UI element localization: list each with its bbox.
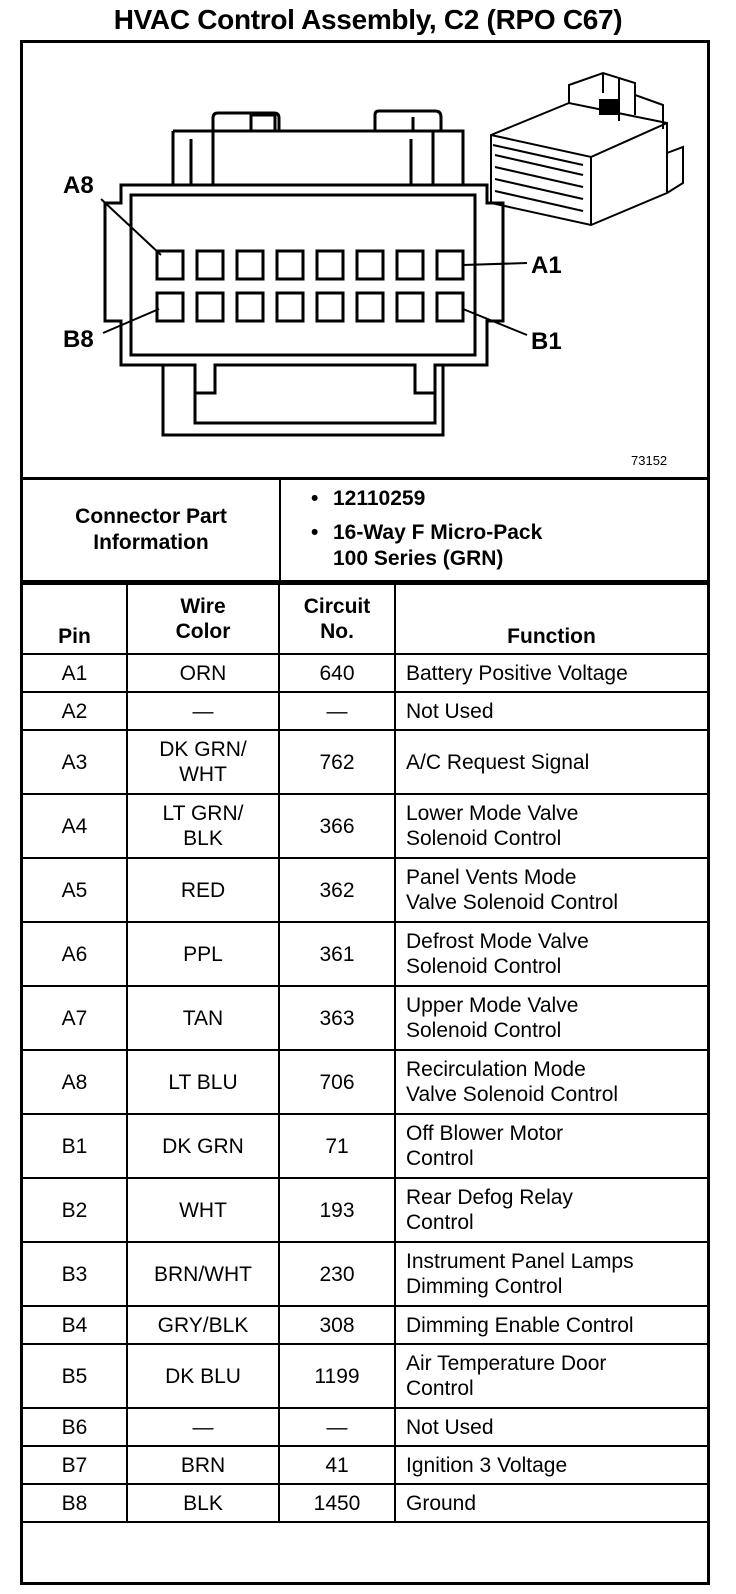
circuit-cell: 366 bbox=[279, 794, 395, 858]
pin-cell: B5 bbox=[23, 1344, 127, 1408]
table-row bbox=[23, 858, 707, 922]
wire-color-cell: TAN bbox=[127, 986, 279, 1050]
circuit-cell: — bbox=[279, 1408, 395, 1446]
connector-info-heading-line2: Information bbox=[93, 531, 209, 554]
page-title: HVAC Control Assembly, C2 (RPO C67) bbox=[113, 4, 623, 35]
circuit-cell: 640 bbox=[279, 654, 395, 692]
circuit-cell: 362 bbox=[279, 858, 395, 922]
table-row bbox=[23, 1050, 707, 1114]
cavity-b3 bbox=[357, 293, 383, 321]
circuit-cell: 1450 bbox=[279, 1484, 395, 1522]
connector-info-heading bbox=[23, 480, 281, 580]
label-b1: B1 bbox=[531, 328, 562, 355]
header-wire-color: Wire Color bbox=[127, 584, 279, 654]
pin-cell: B1 bbox=[23, 1114, 127, 1178]
connector-face-drawing bbox=[23, 43, 707, 477]
wire-color-cell: — bbox=[127, 1408, 279, 1446]
pin-cell: B8 bbox=[23, 1484, 127, 1522]
table-row bbox=[23, 654, 707, 692]
connector-description-line2: 100 Series (GRN) bbox=[333, 547, 504, 570]
table-row bbox=[23, 1484, 707, 1522]
wire-color-cell: — bbox=[127, 692, 279, 730]
circuit-cell: 193 bbox=[279, 1178, 395, 1242]
table-row bbox=[23, 1306, 707, 1344]
table-row bbox=[23, 730, 707, 794]
figure-number: 73152 bbox=[631, 453, 668, 468]
cavity-a2 bbox=[397, 251, 423, 279]
wire-color-cell: ORN bbox=[127, 654, 279, 692]
cavity-b2 bbox=[397, 293, 423, 321]
bullet: • bbox=[311, 487, 319, 510]
wire-color-cell: GRY/BLK bbox=[127, 1306, 279, 1344]
table-row bbox=[23, 922, 707, 986]
cavity-b5 bbox=[277, 293, 303, 321]
function-cell: Instrument Panel Lamps Dimming Control bbox=[395, 1242, 707, 1306]
circuit-cell: — bbox=[279, 692, 395, 730]
pin-cell: A8 bbox=[23, 1050, 127, 1114]
pin-cell: A5 bbox=[23, 858, 127, 922]
pin-row-a bbox=[157, 251, 463, 279]
pin-cell: B3 bbox=[23, 1242, 127, 1306]
cavity-b1 bbox=[437, 293, 463, 321]
function-cell: Not Used bbox=[395, 1408, 707, 1446]
wire-color-cell: BLK bbox=[127, 1484, 279, 1522]
function-cell: Lower Mode Valve Solenoid Control bbox=[395, 794, 707, 858]
cavity-a4 bbox=[317, 251, 343, 279]
connector-info-details bbox=[281, 480, 707, 580]
cavity-a6 bbox=[237, 251, 263, 279]
function-cell: Off Blower Motor Control bbox=[395, 1114, 707, 1178]
circuit-cell: 706 bbox=[279, 1050, 395, 1114]
wire-color-cell: BRN bbox=[127, 1446, 279, 1484]
circuit-cell: 363 bbox=[279, 986, 395, 1050]
function-cell: Ignition 3 Voltage bbox=[395, 1446, 707, 1484]
connector-isometric-view bbox=[491, 73, 683, 225]
pin-cell: A2 bbox=[23, 692, 127, 730]
table-row bbox=[23, 1114, 707, 1178]
circuit-cell: 762 bbox=[279, 730, 395, 794]
cavity-a8 bbox=[157, 251, 183, 279]
table-row bbox=[23, 1408, 707, 1446]
table-row bbox=[23, 1344, 707, 1408]
pin-cell: A4 bbox=[23, 794, 127, 858]
wire-color-cell: RED bbox=[127, 858, 279, 922]
wire-color-cell: LT GRN/ BLK bbox=[127, 794, 279, 858]
table-row bbox=[23, 1178, 707, 1242]
pin-cell: A1 bbox=[23, 654, 127, 692]
label-b8: B8 bbox=[63, 326, 94, 353]
connector-diagram bbox=[23, 43, 707, 480]
wire-color-cell: DK GRN/ WHT bbox=[127, 730, 279, 794]
circuit-cell: 1199 bbox=[279, 1344, 395, 1408]
function-cell: Not Used bbox=[395, 692, 707, 730]
bullet: • bbox=[311, 521, 319, 544]
function-cell: Ground bbox=[395, 1484, 707, 1522]
wire-color-cell: WHT bbox=[127, 1178, 279, 1242]
connector-part-information bbox=[23, 480, 707, 583]
function-cell: Recirculation Mode Valve Solenoid Control bbox=[395, 1050, 707, 1114]
pin-cell: A3 bbox=[23, 730, 127, 794]
function-cell: A/C Request Signal bbox=[395, 730, 707, 794]
cavity-b6 bbox=[237, 293, 263, 321]
function-cell: Rear Defog Relay Control bbox=[395, 1178, 707, 1242]
cavity-a7 bbox=[197, 251, 223, 279]
pinout-table bbox=[23, 583, 707, 1523]
pin-cell: A7 bbox=[23, 986, 127, 1050]
table-row bbox=[23, 692, 707, 730]
wire-color-cell: DK BLU bbox=[127, 1344, 279, 1408]
wire-color-cell: LT BLU bbox=[127, 1050, 279, 1114]
function-cell: Panel Vents Mode Valve Solenoid Control bbox=[395, 858, 707, 922]
header-circuit-no: Circuit No. bbox=[279, 584, 395, 654]
function-cell: Upper Mode Valve Solenoid Control bbox=[395, 986, 707, 1050]
header-pin: Pin bbox=[23, 584, 127, 654]
cavity-a5 bbox=[277, 251, 303, 279]
table-row bbox=[23, 986, 707, 1050]
function-cell: Dimming Enable Control bbox=[395, 1306, 707, 1344]
cavity-a3 bbox=[357, 251, 383, 279]
table-row bbox=[23, 1446, 707, 1484]
connector-info-heading-line1: Connector Part bbox=[75, 505, 227, 528]
function-cell: Defrost Mode Valve Solenoid Control bbox=[395, 922, 707, 986]
wire-color-cell: DK GRN bbox=[127, 1114, 279, 1178]
table-row bbox=[23, 794, 707, 858]
cavity-a1 bbox=[437, 251, 463, 279]
circuit-cell: 361 bbox=[279, 922, 395, 986]
header-function: Function bbox=[395, 584, 707, 654]
function-cell: Battery Positive Voltage bbox=[395, 654, 707, 692]
circuit-cell: 41 bbox=[279, 1446, 395, 1484]
wire-color-cell: PPL bbox=[127, 922, 279, 986]
circuit-cell: 230 bbox=[279, 1242, 395, 1306]
pin-cell: B4 bbox=[23, 1306, 127, 1344]
connector-sheet bbox=[20, 40, 710, 1585]
connector-description-line1: 16-Way F Micro-Pack bbox=[333, 521, 543, 544]
pin-row-b bbox=[157, 293, 463, 321]
cavity-b7 bbox=[197, 293, 223, 321]
table-header-row bbox=[23, 584, 707, 654]
circuit-cell: 308 bbox=[279, 1306, 395, 1344]
label-a1: A1 bbox=[531, 252, 562, 279]
cavity-b8 bbox=[157, 293, 183, 321]
table-row bbox=[23, 1242, 707, 1306]
pin-cell: B7 bbox=[23, 1446, 127, 1484]
circuit-cell: 71 bbox=[279, 1114, 395, 1178]
wire-color-cell: BRN/WHT bbox=[127, 1242, 279, 1306]
label-a8: A8 bbox=[63, 172, 94, 199]
part-number: 12110259 bbox=[333, 487, 426, 510]
pin-cell: B6 bbox=[23, 1408, 127, 1446]
pin-cell: A6 bbox=[23, 922, 127, 986]
function-cell: Air Temperature Door Control bbox=[395, 1344, 707, 1408]
pin-cell: B2 bbox=[23, 1178, 127, 1242]
cavity-b4 bbox=[317, 293, 343, 321]
